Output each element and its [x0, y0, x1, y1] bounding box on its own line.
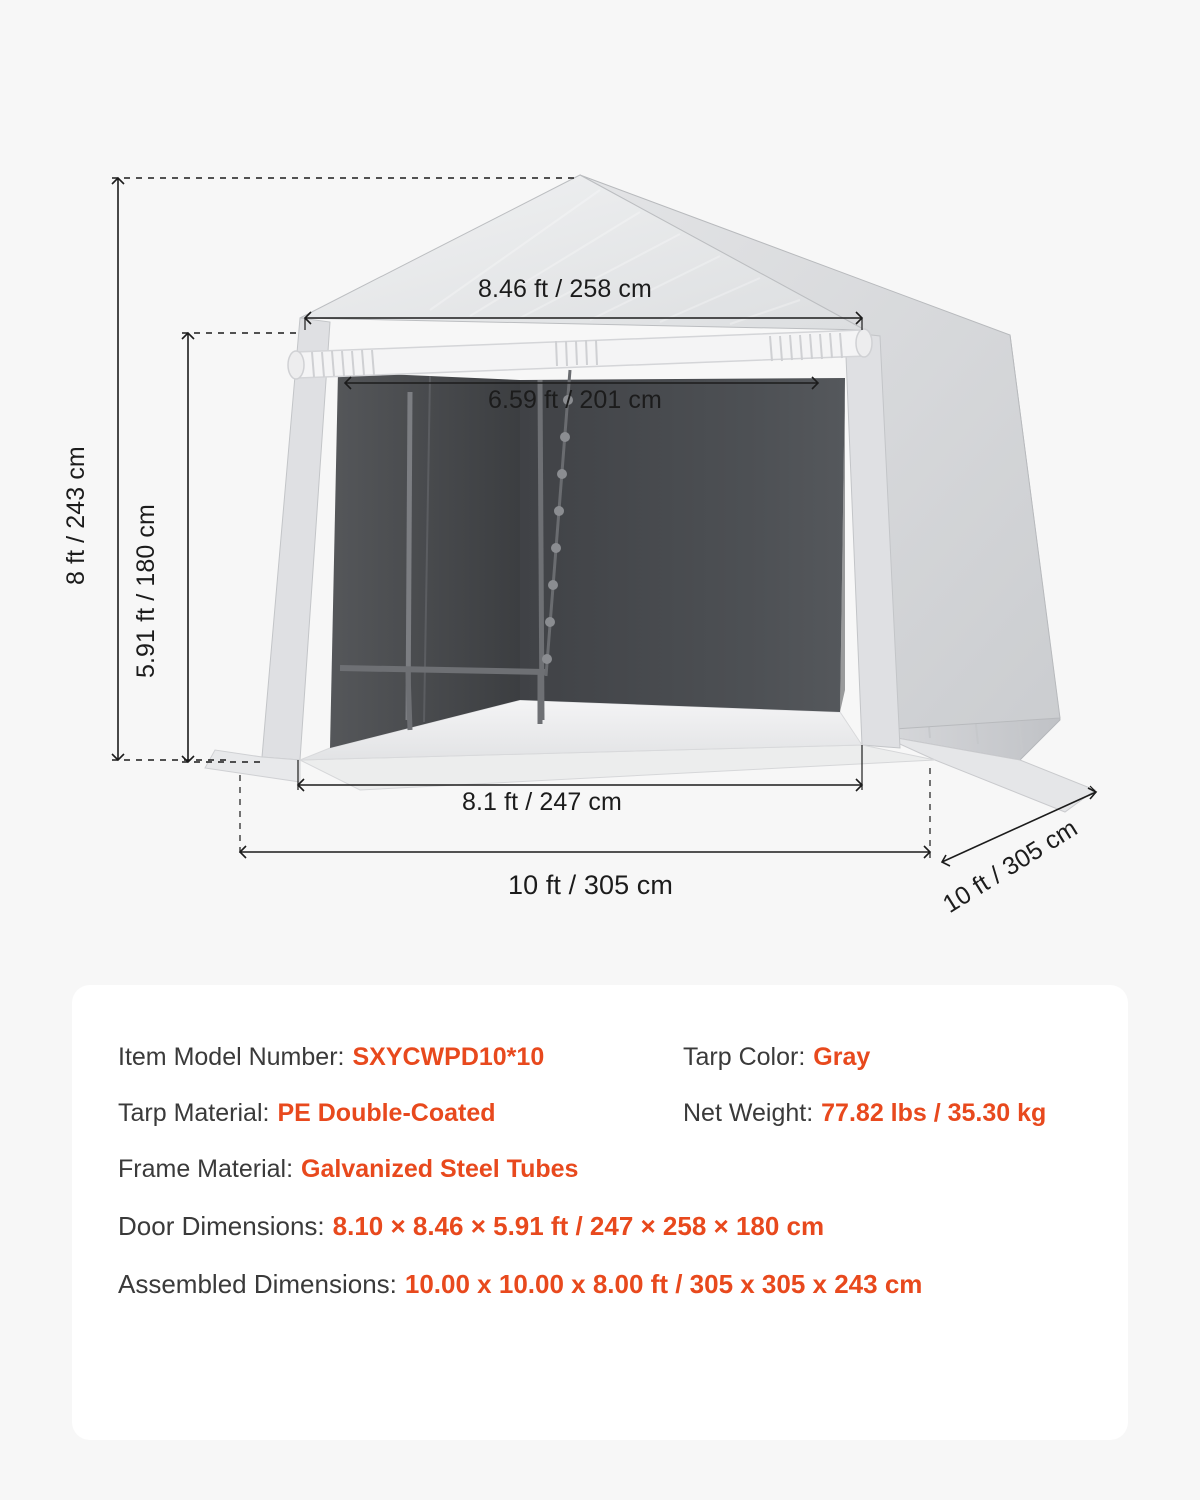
- dim-floor-width: 8.1 ft / 247 cm: [462, 788, 622, 816]
- spec-label: Net Weight:: [683, 1099, 814, 1127]
- specifications-list: [118, 1043, 1098, 1327]
- dim-base-depth: 10 ft / 305 cm: [938, 813, 1083, 919]
- dim-roof-width: 8.46 ft / 258 cm: [478, 275, 652, 303]
- spec-value: Gray: [813, 1043, 871, 1071]
- spec-item-assembled-dimensions: [118, 1269, 1098, 1300]
- shed-interior-back-wall: [520, 378, 845, 712]
- spec-item-frame-material: [118, 1155, 683, 1184]
- spec-label: Item Model Number:: [118, 1043, 345, 1071]
- dim-base-width: 10 ft / 305 cm: [508, 870, 673, 900]
- shed-header-beam: [288, 329, 872, 379]
- spec-value: 8.10 × 8.46 × 5.91 ft / 247 × 258 × 180 cm: [332, 1211, 825, 1241]
- spec-row: [118, 1043, 1098, 1072]
- spec-value: SXYCWPD10*10: [352, 1043, 545, 1071]
- dim-door-height: 6.59 ft / 201 cm: [488, 386, 662, 414]
- spec-value: 10.00 x 10.00 x 8.00 ft / 305 x 305 x 243 cm: [404, 1269, 923, 1299]
- spec-label: Frame Material:: [118, 1155, 294, 1183]
- spec-label: Assembled Dimensions:: [118, 1269, 397, 1299]
- spec-label: Tarp Material:: [118, 1099, 270, 1127]
- spec-label: Tarp Color:: [683, 1043, 806, 1071]
- shed-left-front-post: [205, 318, 330, 782]
- spec-value: PE Double-Coated: [277, 1099, 496, 1127]
- dim-total-height: 8 ft / 243 cm: [62, 446, 90, 585]
- spec-row: [118, 1099, 1098, 1128]
- spec-label: Door Dimensions:: [118, 1211, 325, 1241]
- specifications-card: [72, 985, 1128, 1440]
- spec-value: Galvanized Steel Tubes: [301, 1155, 579, 1183]
- spec-item-model-number: [118, 1043, 683, 1072]
- spec-value: 77.82 lbs / 35.30 kg: [821, 1099, 1047, 1127]
- spec-item-door-dimensions: [118, 1211, 1098, 1242]
- dim-wall-height: 5.91 ft / 180 cm: [132, 504, 160, 678]
- spec-row: [118, 1155, 1098, 1184]
- spec-item-tarp-material: [118, 1099, 683, 1128]
- spec-item-net-weight: [683, 1099, 1046, 1128]
- spec-item-tarp-color: [683, 1043, 870, 1072]
